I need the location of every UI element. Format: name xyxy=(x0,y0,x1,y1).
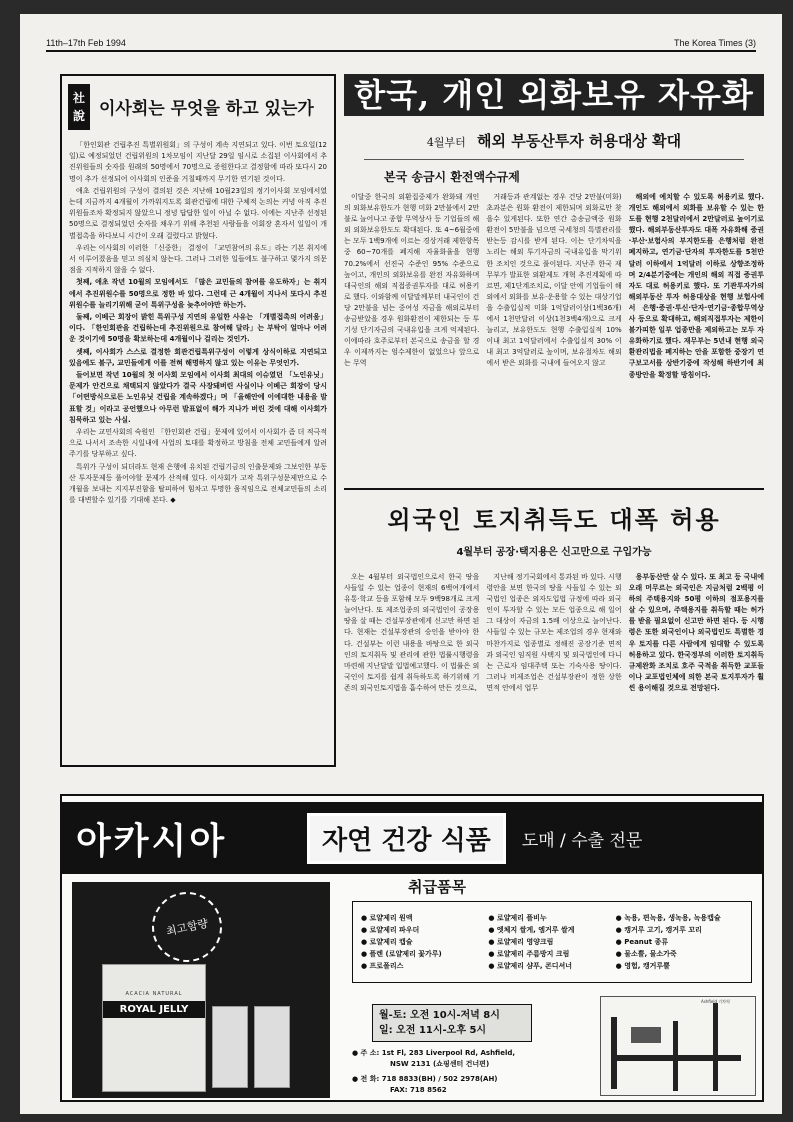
article-column: 해외에 예치할 수 있도록 허용키로 했다. 개인도 해외에서 외화를 보유할 수 있는 한도를 현행 2천달러에서 2만달러로 높이기로 했다. 해외부동산투자도 대폭 자유화해 증권·부산·보험사의 부지한도를 은행처럼 완전 폐지하고, 연기금·단자의 투자한도를 5천만달러 이하에서 1억달러 이하로 상향조정하며 2/4분기중에는 개인의 해외 직접 증권투자도 대로 허용키로 했다. 또 기관투자가의 해외부동산 투자 허용대상을 현행 보험사에서 은행·증권·투신·단자·연기금·종합무역상사 등으로 확대하고, 해외직접투자는 제한이 불가피한 일부 업종만을 제외하고는 모두 자유화하기로 했다. 재무부는 5년내 현행 외국환관리법을 폐지하는 안을 포함한 중장기 연구보고서를 상반기중에 작성해 하반기에 최종방안을 확정할 방침이다. xyxy=(628,193,764,379)
product-column xyxy=(616,912,743,972)
editorial-box xyxy=(60,74,336,767)
editorial-paragraph: 애초 건립위원의 구성이 결의된 것은 지난해 10월23일의 정기이사회 모임에서였는데 지금까지 4개월이 가까워지도록 회관건립에 대한 구체적 논의는 커녕 아직 추진위원들조차 확정되지 않았으니 정녕 답답한 일이 아닐 수 없다. 이에는 지난주 선정된 50명으로 결정되었던 숫자를 채우기 위해 추천된 사람들을 이회장 혼자서 일일이 개별접촉을 하다보니 시간이 오래 걸렸다고 밝혔다. xyxy=(69,186,327,240)
list-item: ● Peanut 종류 xyxy=(616,936,743,948)
article-column: 거래등과 관계없는 경우 건당 2만불(미화) 초과분은 원화 환전이 제한되며 외화로만 찾을수 있게된다. 또한 연간 총송금액중 원화 환전이 5만불을 넘으면 국세청의 특별관리를 받는등 감시를 받게 된다. 이는 단기차익을 노리는 해외 투기자금의 국내유입을 막기위한 조치인 것으로 풀이된다. 지난주 한국 재무부가 발표한 외환제도 개혁 추진계획에 따르면, 제1단계조치로, 이달 안에 기업들이 해외에서 외화를 보유·운용할 수 있는 대상기업을 수출입실적 미화 1억달러이상(1백36개)에서 1천만달러 이상(1천3백4개)으로 크게 늘리고, 보유한도도 현행 수출입실적 10% 이내 최고 1억달러에서 수출입실적 30% 이내 최고 3억달러로 높이며, 보유절차도 해외에서 받은 외화를 국내에 들여오지 않고 xyxy=(486,193,622,368)
royal-jelly-box: ACACIA NATURAL ROYAL JELLY xyxy=(102,964,206,1092)
product-column xyxy=(361,912,488,972)
editorial-paragraph: 셋째, 이사회가 스스로 결정한 회관건립특위구성이 이렇게 상식이하로 지연되고 있음에도 불구, 교민들에게 이를 전혀 해명하지 않고 있는 이유는 무엇인가. xyxy=(69,347,327,367)
list-item: ● 로얄제리 플비누 xyxy=(488,912,615,924)
article-columns xyxy=(344,572,764,694)
product-bottle xyxy=(212,1006,248,1088)
list-item: ● 녹용, 편녹용, 생녹용, 녹용캡슐 xyxy=(616,912,743,924)
headline-main: 한국, 개인 외화보유 자유화 xyxy=(344,74,764,116)
ad-tagline: 자연 건강 식품 xyxy=(307,813,506,864)
masthead: The Korea Times (3) xyxy=(673,38,756,48)
editorial-paragraph: 우리는 이사회의 이러한 「신중한」 결정이 「교민참여의 유도」라는 기본 취지에서 이루어졌음을 믿고 의심치 않는다. 그러나 그러한 일들에도 불구하고 몇가지 의문점을 지적하지 않을 수 없다. xyxy=(69,243,327,275)
headline-second: 외국인 토지취득도 대폭 허용 xyxy=(387,505,721,534)
phone: ● 전 화: 718 8833(BH) / 502 2978(AH) FAX: 718 8562 xyxy=(352,1075,498,1094)
list-item: ● 로얄제리 영양크림 xyxy=(488,936,615,948)
section-heading: 본국 송금시 환전액수규제 xyxy=(384,170,520,184)
product-list-box xyxy=(352,901,752,983)
subheadline-date: 4월부터 xyxy=(426,136,466,149)
editorial-paragraph: 우리는 교민사회의 숙원인 「한인회관 건립」문제에 있어서 이사회가 좀 더 적극적으로 나서서 조속한 시일내에 사업의 토대를 확정하고 방침을 전체 교민들에게 알려주기를 당부하고 싶다. xyxy=(69,428,327,459)
editorial-paragraph: 「한인회관 건립추진 특별위원회」의 구성이 계속 지연되고 있다. 이번 토요일(12일)로 예정되었던 건립위원의 1차모임이 지난달 29일 임시로 소집된 이사회에서 추진위원들의 숫자를 원래의 50명에서 70명으로 증원한다고 결정함에 따라 또다시 20명이 추가 선정되어 이사회의 인준을 거칠때까지 무기한 연기된 것이다. xyxy=(69,141,327,183)
list-item: ● 프로폴리스 xyxy=(361,960,488,972)
map-road xyxy=(713,1003,718,1091)
newspaper-page xyxy=(20,14,782,1114)
map-building xyxy=(631,1027,661,1043)
product-column xyxy=(488,912,615,972)
list-item: ● 로얄제리 주름방지 크림 xyxy=(488,948,615,960)
quality-seal: 최고함량 xyxy=(145,885,228,968)
subheadline xyxy=(344,130,764,151)
list-item: ● 캥거루 고기, 캥거루 꼬리 xyxy=(616,924,743,936)
product-list xyxy=(352,876,752,983)
list-item: ● 엣체지 쌀게, 엠거루 쌀게 xyxy=(488,924,615,936)
editorial-paragraph: 둘째, 이베근 회장이 밝힌 특위구성 지연의 유일한 사유는 「개별접촉의 어려움」이다. 「한인회관을 건립하는데 추진위원으로 참여해 달라」는 부탁이 얼마나 어려운 것이기에 50명을 확보하는데 4개월이나 걸리는 것인가. xyxy=(69,313,327,344)
address: ● 주 소: 1st Fl, 283 Liverpool Rd, Ashfield, NSW 2131 (쇼핑센터 건너편) xyxy=(352,1049,516,1068)
product-bottle xyxy=(254,1006,290,1088)
list-item: ● 로얄제리 파우더 xyxy=(361,924,488,936)
article-column: 용부동산만 살 수 있다. 또 최고 등 국내에 오래 머무르는 외국인은 지금처럼 2백평 이하의 주택용지와 50평 이하의 점포용지를 살 수 있으며, 주택용지를 취득할 때는 허가를 받을 필요없이 신고만 하면 된다. 등 시행령은 또한 외국인이나 외국법인도 특별한 경우 토지를 다른 사람에게 임대할 수 있도록 허용하고 있다. 한국정부의 이러한 토지취득규제완화 조치로 호주 국적을 취득한 교포들이나 교포법인체에 의한 본국 토지투자가 훨씬 용이해질 것으로 전망된다. xyxy=(628,573,764,692)
list-item: ● 영험, 캥거루뿔 xyxy=(616,960,743,972)
location-map xyxy=(600,996,756,1096)
list-item: ● 물소뿔, 물소가죽 xyxy=(616,948,743,960)
contact-info xyxy=(352,1048,582,1100)
map-road xyxy=(611,1017,617,1089)
list-item: ● 플렌 (로얄제리 꽃가루) xyxy=(361,948,488,960)
list-item: ● 로얄제리 샴푸, 콘디셔너 xyxy=(488,960,615,972)
divider xyxy=(364,159,744,160)
map-road xyxy=(673,1021,678,1091)
article-column: 이달중 한국의 외환집중제가 완화돼 개인의 외화보유한도가 현행 미화 2만불에서 2만불로 늘어나고 종합 무역상사 등 기업들의 해외 외화보유한도도 확대된다. 또 4~6월중에는 모두 1백9개에 이르는 경상거래 제한항목중 60~70개를 폐지해 자율화율을 현행 70.2%에서 선진국 수준인 95% 수준으로 높이고, 개인의 외화보유를 완전 자유화하며 대국인의 해외 직접증권투자를 대로 허용키로 했다. 이와함께 이달말께부터 내국인이 건당 2만불을 넘는 중여성 자금을 해외로부터 송금받았을 경우 원화환전이 제한되는 등 투기성 단기자금의 국내유입을 크게 억제된다. 이에따라 호주로부터 본국으로 송금을 할 경우 이제까지는 엄수제한이 없었으나 앞으로는 무역 xyxy=(344,193,480,368)
editorial-paragraph: 들어보면 작년 10월의 첫 이사회 모임에서 이사회 최대의 이슈였던 「노인유닛」문제가 안건으로 채택되지 않았다가 결국 사장돼버린 사실이나 이베근 회장이 당시 「어떤방식으로든 노인유닛 건립을 계속하겠다」며 「올해안에 이에대한 내용을 발표할 것」이라고 공언했으나 아무런 발표없이 해가 지나가 버린 것에 대해 이사회가 침묵하고 있는 사실. xyxy=(69,371,327,424)
subheadline-text: 해외 부동산투자 허용대상 확대 xyxy=(477,132,682,150)
advertisement-acacia xyxy=(60,794,764,1102)
ad-brand: 아카시아 xyxy=(76,820,228,862)
article-land-acquisition xyxy=(344,488,764,767)
business-hours: 월-토: 오전 10시-저녁 8시 일: 오전 11시-오후 5시 xyxy=(372,1004,532,1042)
page-header xyxy=(46,36,756,52)
editorial-body xyxy=(69,140,327,507)
editorial-badge: 社 說 xyxy=(68,84,90,130)
editorial-paragraph: 첫째, 애초 작년 10월의 모임에서도 「많은 교민들의 참여를 유도하자」는 취지에서 추진위원수를 50명으로 정한 바 있다. 그런데 근 4개월이 지나서 또다시 추진위원수를 늘리기위해 굳이 특위구성을 늦추어야만 하는가. xyxy=(69,278,327,309)
map-label: Ashfield 기차역 xyxy=(701,999,730,1004)
issue-date: 11th–17th Feb 1994 xyxy=(46,38,126,48)
article-columns xyxy=(344,192,764,381)
ad-side-text: 도매 / 수출 전문 xyxy=(521,830,643,851)
article-column: 오는 4월부터 외국법인으로서 한국 땅을 사들일 수 있는 업종이 현재의 6백여개에서 유통·학교 등을 포함해 모두 9백98개로 크게 늘어난다. 또 제조업종의 외국법인이 공장용 땅을 살 때는 건설부장관에게 신고만 하면 된다. 현재는 건설부장관의 승인을 받아야 한다. 건설부는 이런 내용을 바탕으로 한 외국인의 토지취득 및 관리에 관한 법률시행령을 마련해 지난달말 입법예고했다. 이 법률은 외국인이 토지를 쉽게 취득하도록 하기위해 기존의 외국인토지법을 흡수하여 만든 것으로, xyxy=(344,573,480,692)
product-list-title: 취급품목 xyxy=(408,878,466,896)
article-column: 지난해 정기국회에서 통과된 바 있다. 시행령안을 보면 한국의 땅을 사들일 수 있는 외국법인 업종은 외자도입법 규정에 따라 외국인이 투자할 수 있는 모든 업종으로 해 일어 그 대상이 자금의 1.5배 이상으로 늘어난다. 사들일 수 있는 규모는 제조업의 경우 현재와 마찬가지로 업종별로 정해진 공장기준 면적과 외국인 임직원 사택지 및 외국법인에 다니는 근로자 임대주택 또는 기숙사용 땅이다. 그러나 비제조업은 건설부장관이 정한 상한면적 안에서 업무 xyxy=(486,573,622,692)
list-item: ● 로얄제리 원액 xyxy=(361,912,488,924)
subheadline: 4월부터 공장·택지용은 신고만으로 구입가능 xyxy=(456,547,652,558)
editorial-title: 이사회는 무엇을 하고 있는가 xyxy=(99,99,314,119)
list-item: ● 로얄제리 캡슐 xyxy=(361,936,488,948)
article-foreign-currency xyxy=(344,74,764,484)
editorial-paragraph: 특위가 구성이 되더라도 현재 은행에 유치된 건립기금의 인출문제와 그보인한 부동산 투자문제등 풀어야할 문제가 산적해 있다. 이사회가 고작 특위구성문제만으로 수개월을 보내는 지지부진함을 탈피하여 힘차고 투명한 움직임으로 전체교민들의 소리를 대변할수 있기를 기대해 본다. ◆ xyxy=(69,462,327,505)
ad-banner xyxy=(62,802,762,874)
